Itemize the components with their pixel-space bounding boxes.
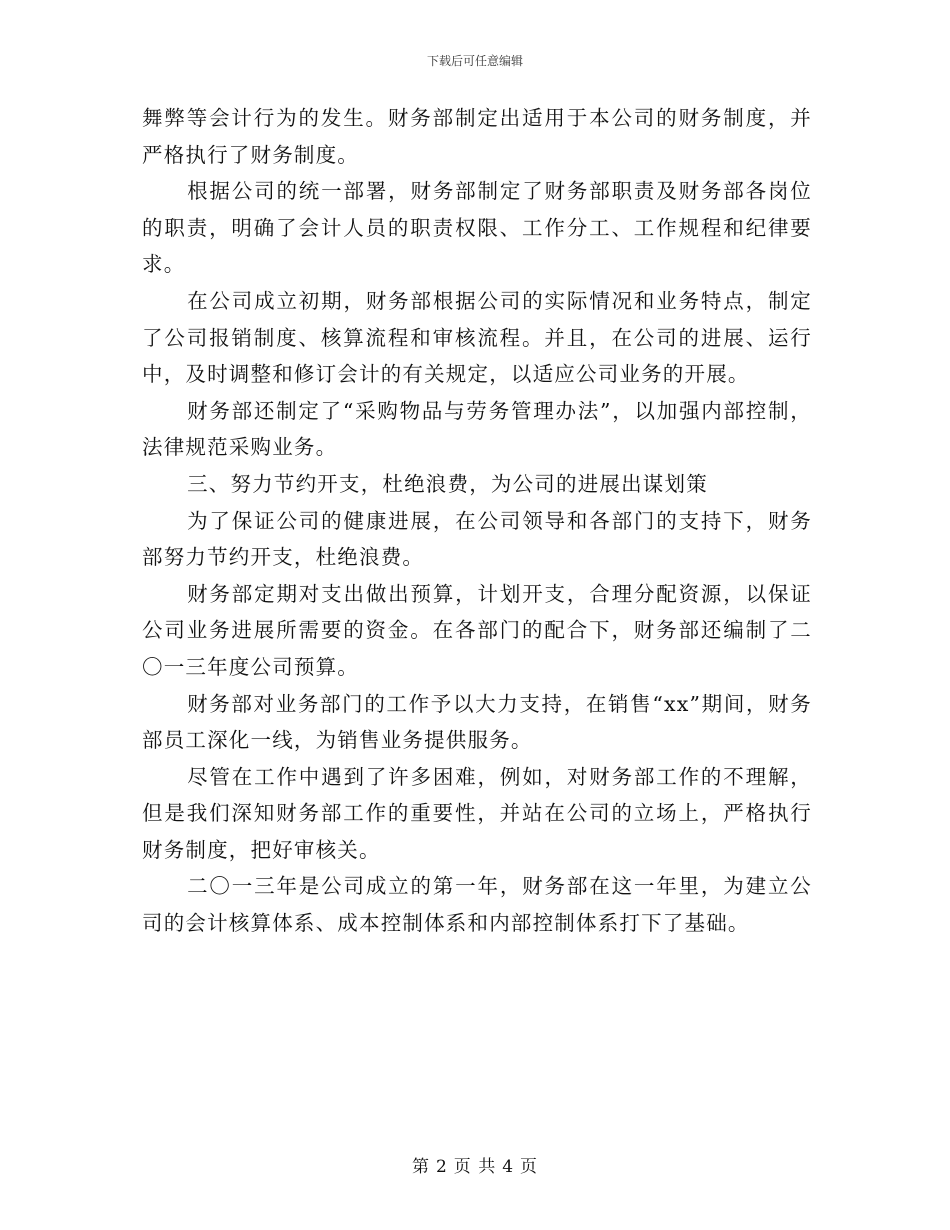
paragraph-1: 舞弊等会计行为的发生。财务部制定出适用于本公司的财务制度，并严格执行了财务制度。 bbox=[142, 106, 812, 167]
section-heading-3: 三、努力节约开支，杜绝浪费，为公司的进展出谋划策 bbox=[187, 471, 708, 496]
paragraph-3: 在公司成立初期，财务部根据公司的实际情况和业务特点，制定了公司报销制度、核算流程和审核流程。并且，在公司的进展、运行中，及时调整和修订会计的有关规定，以适应公司业务的开展。 bbox=[142, 288, 812, 387]
page-label-mid: 页 共 bbox=[453, 1157, 497, 1177]
page-footer bbox=[0, 1156, 950, 1178]
page-label-suffix: 页 bbox=[520, 1157, 539, 1177]
page-label-prefix: 第 bbox=[411, 1157, 430, 1177]
paragraph-4: 财务部还制定了“采购物品与劳务管理办法”，以加强内部控制，法律规范采购业务。 bbox=[142, 398, 812, 460]
page-header: 下载后可任意编辑 bbox=[426, 54, 523, 68]
paragraph-8: 尽管在工作中遇到了许多困难，例如，对财务部工作的不理解，但是我们深知财务部工作的重要性，并站在公司的立场上，严格执行财务制度，把好审核关。 bbox=[142, 764, 812, 862]
paragraph-6: 财务部定期对支出做出预算，计划开支，合理分配资源，以保证公司业务进展所需要的资金。在各部门的配合下，财务部还编制了二〇一三年度公司预算。 bbox=[142, 581, 812, 679]
total-pages-number: 4 bbox=[502, 1157, 515, 1177]
current-page-number: 2 bbox=[435, 1157, 448, 1177]
paragraph-2: 根据公司的统一部署，财务部制定了财务部职责及财务部各岗位的职责，明确了会计人员的职责权限、工作分工、工作规程和纪律要求。 bbox=[142, 179, 812, 277]
paragraph-5: 为了保证公司的健康进展，在公司领导和各部门的支持下，财务部努力节约开支，杜绝浪费。 bbox=[142, 508, 812, 570]
document-body bbox=[142, 100, 812, 942]
paragraph-9: 二〇一三年是公司成立的第一年，财务部在这一年里，为建立公司的会计核算体系、成本控制体系和内部控制体系打下了基础。 bbox=[142, 874, 812, 936]
paragraph-7: 财务部对业务部门的工作予以大力支持，在销售“xx”期间，财务部员工深化一线，为销售业务提供服务。 bbox=[142, 691, 812, 753]
